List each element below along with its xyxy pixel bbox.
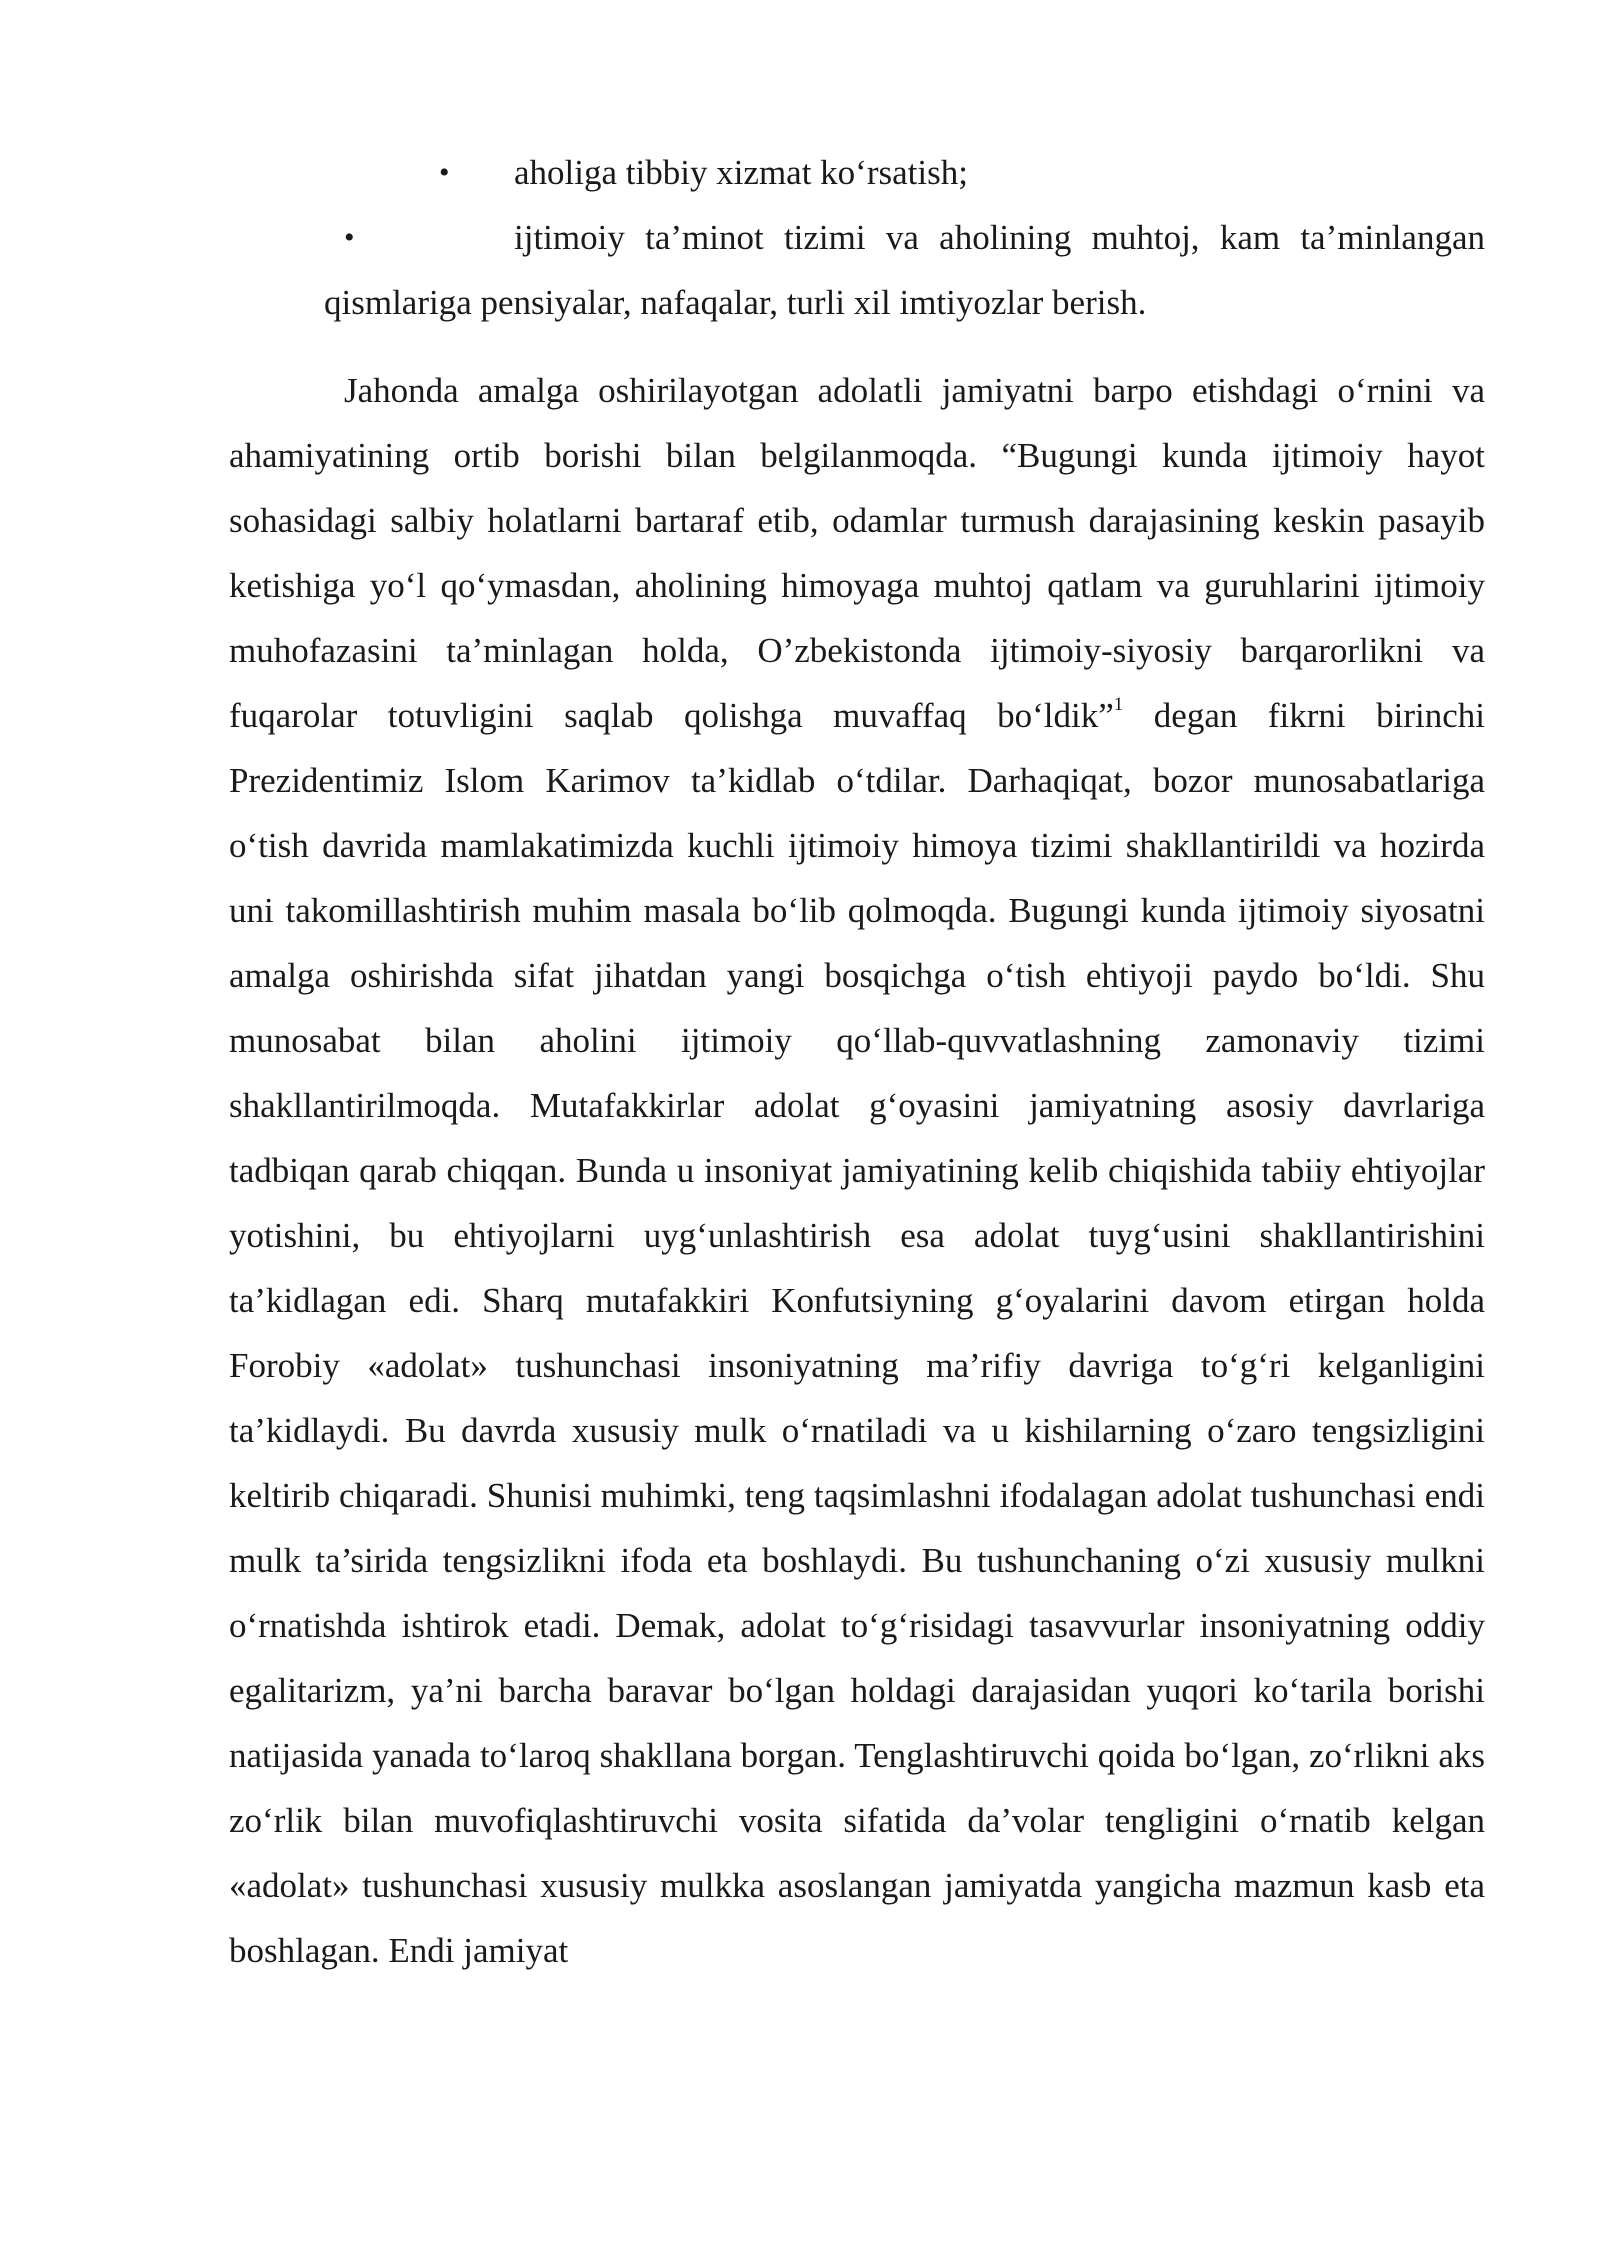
bullet-item [229,140,1485,205]
bullet-item [229,205,1485,335]
bullet-text: aholiga tibbiy xizmat ko‘rsatish; [514,153,968,192]
bullet-text: ijtimoiy ta’minot tizimi va aholining muhtoj, kam ta’minlangan qismlariga pensiyalar, nafaqalar, turli xil imtiyozlar berish. [324,218,1485,322]
paragraph-text-after-footnote: degan fikrni birinchi Prezidentimiz Islom Karimov ta’kidlab o‘tdilar. Darhaqiqat, bozor munosabatlariga o‘tish davrida mamlakatimizda kuchli ijtimoiy himoya tizimi shakllantirildi va hozirda uni takomillashtirish muhim masala bo‘lib qolmoqda. Bugungi kunda ijtimoiy siyosatni amalga oshirishda sifat jihatdan yangi bosqichga o‘tish ehtiyoji paydo bo‘ldi. Shu munosabat bilan aholini ijtimoiy qo‘llab-quvvatlashning zamonaviy tizimi shakllantirilmoqda. Mutafakkirlar adolat g‘oyasini jamiyatning asosiy davrlariga tadbiqan qarab chiqqan. Bunda u insoniyat jamiyatining kelib chiqishida tabiiy ehtiyojlar yotishini, bu ehtiyojlarni uyg‘unlashtirish esa adolat tuyg‘usini shakllantirishini ta’kidlagan edi. Sharq mutafakkiri Konfutsiyning g‘oyalarini davom etirgan holda Forobiy «adolat» tushunchasi insoniyatning ma’rifiy davriga to‘g‘ri kelganligini ta’kidlaydi. Bu davrda xususiy mulk o‘rnatiladi va u kishilarning o‘zaro tengsizligini keltirib chiqaradi. Shunisi muhimki, teng taqsimlashni ifodalagan adolat tushunchasi endi mulk ta’sirida tengsizlikni ifoda eta boshlaydi. Bu tushunchaning o‘zi xususiy mulkni o‘rnatishda ishtirok etadi. Demak, adolat to‘g‘risidagi tasavvurlar insoniyatning oddiy egalitarizm, ya’ni barcha baravar bo‘lgan holdagi darajasidan yuqori ko‘tarila borishi natijasida yanada to‘laroq shakllana borgan. Tenglashtiruvchi qoida bo‘lgan, zo‘rlikni aks zo‘rlik bilan muvofiqlashtiruvchi vosita sifatida da’volar tengligini o‘rnatib kelgan «adolat» tushunchasi xususiy mulkka asoslangan jamiyatda yangicha mazmun kasb eta boshlagan. Endi jamiyat [229,696,1485,1970]
bullet-icon: • [344,221,355,254]
bullet-icon: • [439,156,450,189]
bullet-list [229,140,1485,335]
paragraph-text-before-footnote: Jahonda amalga oshirilayotgan adolatli jamiyatni barpo etishdagi o‘rnini va ahamiyatining ortib borishi bilan belgilanmoqda. “Bugungi kunda ijtimoiy hayot sohasidagi salbiy holatlarni bartaraf etib, odamlar turmush darajasining keskin pasayib ketishiga yo‘l qo‘ymasdan, aholining himoyaga muhtoj qatlam va guruhlarini ijtimoiy muhofazasini ta’minlagan holda, O’zbekistonda ijtimoiy-siyosiy barqarorlikni va fuqarolar totuvligini saqlab qolishga muvaffaq bo‘ldik” [229,371,1485,735]
body-paragraph [229,358,1485,1983]
document-page [229,140,1485,1983]
footnote-mark[interactable]: 1 [1113,694,1124,716]
